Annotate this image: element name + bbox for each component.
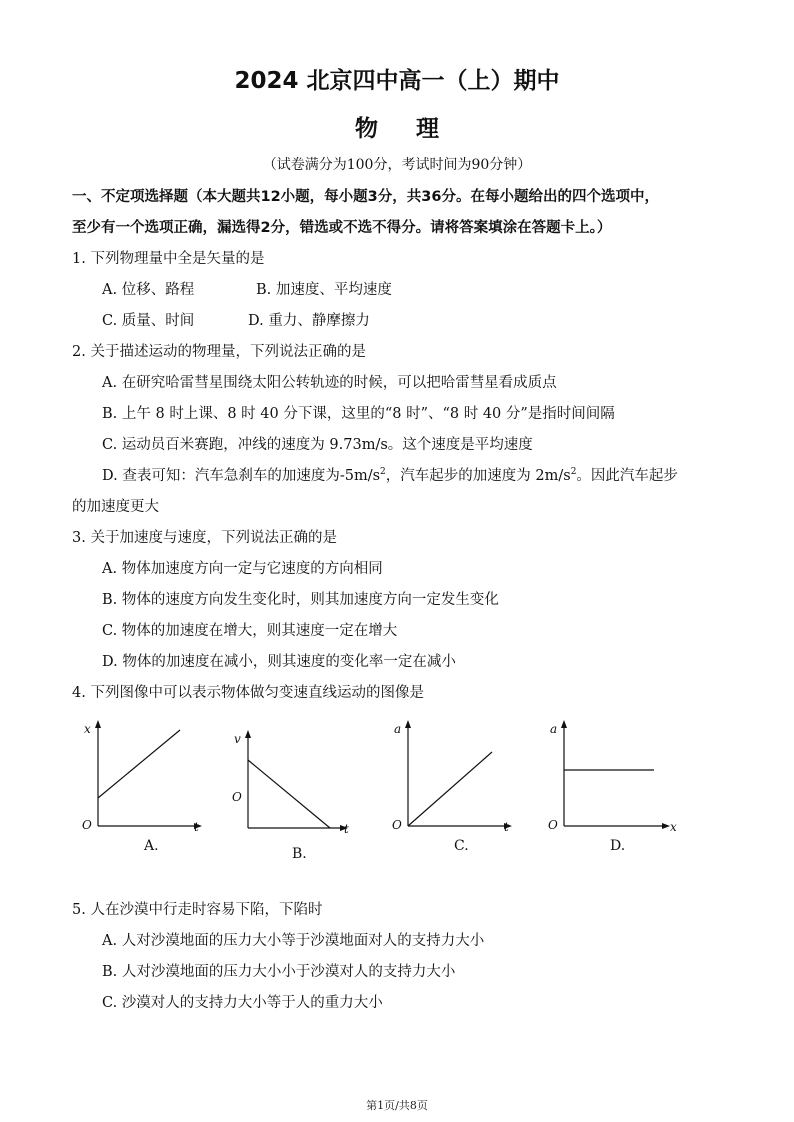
graph-d	[546, 718, 686, 858]
q2-option-d-continued: 的加速度更大	[72, 499, 159, 515]
q1-option-d: D. 重力、静摩擦力	[248, 313, 370, 329]
graph-a-origin: O	[82, 818, 92, 832]
graph-a-svg	[80, 718, 210, 838]
q2-option-d-part1: D. 查表可知：汽车急刹车的加速度为-5m/s	[102, 468, 381, 484]
graph-d-caption: D.	[610, 838, 626, 854]
graph-a-caption: A.	[144, 838, 159, 854]
graph-a-ylabel: x	[84, 722, 91, 736]
q2-option-b: B. 上午 8 时上课、8 时 40 分下课，这里的“8 时”、“8 时 40 分”是指时间间隔	[102, 406, 615, 422]
graph-c-ylabel: a	[394, 722, 402, 736]
exam-title: 2024 北京四中高一（上）期中	[234, 68, 560, 94]
q5-option-c: C. 沙漠对人的支持力大小等于人的重力大小	[102, 995, 383, 1011]
q2-option-d-part2: ，汽车起步的加速度为 2m/s	[385, 468, 571, 484]
graph-c	[390, 718, 520, 858]
graph-a-y-arrow	[95, 720, 101, 728]
graph-b-caption: B.	[292, 846, 307, 862]
q5-option-a: A. 人对沙漠地面的压力大小等于沙漠地面对人的支持力大小	[102, 933, 485, 949]
page-number: 第1页/共8页	[366, 1099, 428, 1112]
q1-option-a: A. 位移、路程	[102, 282, 195, 298]
graph-b-svg	[230, 728, 360, 838]
graph-d-svg	[546, 718, 686, 838]
q5-option-b: B. 人对沙漠地面的压力大小小于沙漠对人的支持力大小	[102, 964, 456, 980]
graph-b-line	[248, 760, 330, 828]
graph-d-xlabel: x	[670, 820, 677, 834]
q4-stem: 4. 下列图像中可以表示物体做匀变速直线运动的图像是	[72, 685, 424, 701]
q3-option-b: B. 物体的速度方向发生变化时，则其加速度方向一定发生变化	[102, 592, 499, 608]
graph-b-origin: O	[232, 790, 242, 804]
q2-option-d-part3: 。因此汽车起步	[576, 468, 678, 484]
q2-option-d	[102, 466, 678, 486]
q1-option-b: B. 加速度、平均速度	[256, 282, 392, 298]
graph-b-xlabel: t	[344, 822, 349, 836]
graph-c-origin: O	[392, 818, 402, 832]
q2-option-d-sup1: 2	[380, 467, 386, 478]
q5-stem: 5. 人在沙漠中行走时容易下陷，下陷时	[72, 902, 323, 918]
graph-c-xlabel: t	[504, 820, 509, 834]
q3-option-d: D. 物体的加速度在减小，则其速度的变化率一定在减小	[102, 654, 456, 670]
graph-c-y-arrow	[405, 720, 411, 728]
graph-c-line	[408, 752, 492, 826]
graph-d-ylabel: a	[550, 722, 558, 736]
graph-a	[80, 718, 210, 858]
graph-b-ylabel: v	[234, 732, 241, 746]
q1-stem: 1. 下列物理量中全是矢量的是	[72, 251, 265, 267]
graph-a-line	[98, 730, 180, 798]
q1-option-c: C. 质量、时间	[102, 313, 195, 329]
graph-d-origin: O	[548, 818, 558, 832]
graph-c-caption: C.	[454, 838, 469, 854]
graph-b	[230, 728, 360, 868]
q2-option-d-sup2: 2	[570, 467, 577, 478]
graph-d-y-arrow	[561, 720, 567, 728]
graph-a-xlabel: t	[194, 820, 199, 834]
graph-d-x-arrow	[662, 823, 670, 829]
section-heading-line1: 一、不定项选择题（本大题共12小题，每小题3分，共36分。在每小题给出的四个选项中，	[72, 189, 659, 205]
q3-option-a: A. 物体加速度方向一定与它速度的方向相同	[102, 561, 383, 577]
graph-c-svg	[390, 718, 520, 838]
q2-option-c: C. 运动员百米赛跑，冲线的速度为 9.73m/s。这个速度是平均速度	[102, 437, 533, 453]
exam-note: （试卷满分为100分，考试时间为90分钟）	[262, 157, 532, 173]
q2-stem: 2. 关于描述运动的物理量，下列说法正确的是	[72, 344, 366, 360]
section-heading-line2: 至少有一个选项正确，漏选得2分，错选或不选不得分。请将答案填涂在答题卡上。）	[72, 220, 612, 236]
q3-option-c: C. 物体的加速度在增大，则其速度一定在增大	[102, 623, 398, 639]
q2-option-a: A. 在研究哈雷彗星围绕太阳公转轨迹的时候，可以把哈雷彗星看成质点	[102, 375, 557, 391]
subject-title: 物理	[355, 116, 477, 142]
graph-b-y-arrow	[245, 730, 251, 738]
q3-stem: 3. 关于加速度与速度，下列说法正确的是	[72, 530, 337, 546]
